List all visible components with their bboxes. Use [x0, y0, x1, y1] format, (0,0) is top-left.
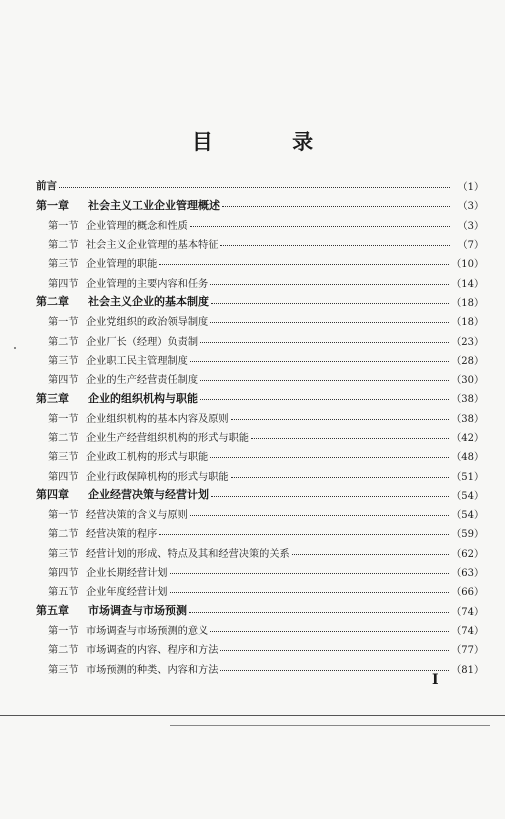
toc-entry-title: 企业职工民主管理制度	[86, 355, 188, 367]
toc-chapter-row[interactable]	[36, 195, 484, 214]
toc-entry-title: 企业经营决策与经营计划	[88, 488, 209, 502]
toc-leader-dots	[231, 477, 450, 478]
toc-entry-title: 企业管理的主要内容和任务	[86, 278, 209, 290]
toc-entry-page: （42）	[451, 433, 484, 444]
toc-section-row[interactable]	[36, 369, 484, 388]
toc-section-row[interactable]	[36, 620, 484, 639]
toc-section-row[interactable]	[36, 408, 484, 427]
toc-leader-dots	[189, 612, 449, 613]
toc-entry-page: （74）	[451, 625, 484, 637]
toc-entry-title: 市场预测的种类、内容和方法	[86, 664, 219, 676]
toc-entry-number: 第五章	[36, 604, 69, 618]
toc-entry-page: （23）	[451, 336, 484, 348]
toc-entry-number: 第一节	[48, 317, 79, 329]
toc-entry-number: 第二节	[48, 529, 79, 541]
toc-entry-title: 企业组织机构的基本内容及原则	[86, 413, 229, 425]
toc-leader-dots	[210, 631, 449, 632]
toc-section-row[interactable]	[36, 504, 484, 523]
toc-leader-dots	[170, 573, 450, 574]
toc-entry-title: 市场调查的内容、程序和方法	[86, 645, 219, 657]
toc-entry-page: （1）	[457, 182, 484, 194]
toc-entry-number: 前言	[36, 180, 57, 193]
toc-entry-number: 第一节	[48, 220, 79, 232]
toc-entry-number: 第一节	[48, 510, 79, 522]
toc-entry-number: 第三章	[36, 391, 69, 405]
toc-entry-number: 第二节	[48, 336, 79, 348]
toc-entry-title: 企业管理的职能	[86, 259, 158, 271]
toc-preface-row[interactable]	[36, 176, 484, 195]
toc-section-row[interactable]	[36, 427, 484, 446]
toc-section-row[interactable]	[36, 543, 484, 562]
toc-section-row[interactable]	[36, 639, 484, 658]
toc-entry-title: 企业政工机构的形式与职能	[86, 452, 209, 464]
toc-entry-title: 企业党组织的政治领导制度	[86, 317, 209, 329]
toc-entry-number: 第一节	[48, 625, 79, 637]
toc-entry-number: 第三节	[48, 548, 79, 560]
toc-entry-title: 企业厂长（经理）负责制	[86, 336, 199, 348]
toc-leader-dots	[220, 670, 449, 671]
toc-leader-dots	[200, 399, 449, 400]
toc-entry-number: 第三节	[48, 452, 79, 464]
toc-leader-dots	[220, 245, 450, 246]
toc-entry-title: 企业年度经营计划	[86, 587, 168, 599]
toc-entry-page: （63）	[451, 568, 484, 580]
toc-entry-page: （14）	[451, 278, 484, 290]
toc-entry-number: 第二节	[48, 645, 79, 657]
toc-entry-page: （59）	[451, 529, 484, 541]
toc-entry-number: 第三节	[48, 355, 79, 367]
scan-speck	[14, 347, 16, 349]
toc-entry-page: （77）	[451, 645, 484, 657]
toc-entry-number: 第二节	[48, 240, 79, 252]
toc-leader-dots	[251, 438, 449, 439]
toc-leader-dots	[222, 206, 450, 207]
toc-entry-page: （54）	[451, 510, 484, 522]
toc-leader-dots	[211, 303, 449, 304]
toc-entry-page: （18）	[451, 317, 484, 329]
toc-entry-page: （38）	[451, 394, 484, 406]
toc-entry-title: 企业行政保障机构的形式与职能	[86, 471, 229, 483]
toc-entry-title: 企业的生产经营责任制度	[86, 375, 199, 387]
toc-leader-dots	[200, 342, 449, 343]
toc-entry-title: 经营决策的含义与原则	[86, 510, 188, 522]
toc-entry-title: 企业生产经营组织机构的形式与职能	[86, 433, 249, 444]
toc-chapter-row[interactable]	[36, 485, 484, 504]
toc-entry-number: 第四节	[48, 471, 79, 483]
toc-entry-number: 第四节	[48, 375, 79, 387]
page-number: I	[432, 672, 439, 688]
toc-entry-title: 市场调查与市场预测的意义	[86, 625, 209, 637]
toc-entry-title: 社会主义企业管理的基本特征	[86, 240, 219, 252]
toc-entry-number: 第一章	[36, 198, 69, 212]
toc-chapter-row[interactable]	[36, 388, 484, 407]
toc-leader-dots	[231, 419, 450, 420]
toc-section-row[interactable]	[36, 658, 484, 677]
toc-entry-number: 第三节	[48, 259, 79, 271]
toc-entry-title: 企业长期经营计划	[86, 568, 168, 580]
toc-entry-title: 企业的组织机构与职能	[88, 391, 198, 405]
toc-section-row[interactable]	[36, 215, 484, 234]
toc-chapter-row[interactable]	[36, 292, 484, 311]
toc-entry-page: （51）	[451, 471, 484, 483]
toc-entry-page: （10）	[451, 259, 484, 271]
toc-section-row[interactable]	[36, 350, 484, 369]
toc-entry-title: 企业管理的概念和性质	[86, 220, 188, 232]
toc-leader-dots	[292, 554, 450, 555]
toc-entry-page: （54）	[451, 490, 484, 502]
toc-section-row[interactable]	[36, 581, 484, 600]
toc-entry-number: 第二章	[36, 295, 69, 309]
toc-entry-title: 市场调查与市场预测	[88, 604, 187, 618]
toc-leader-dots	[210, 284, 449, 285]
toc-entry-page: （48）	[451, 452, 484, 464]
toc-leader-dots	[59, 187, 450, 188]
toc-entry-number: 第四章	[36, 488, 69, 502]
toc-entry-page: （81）	[451, 664, 484, 676]
toc-chapter-row[interactable]	[36, 601, 484, 620]
toc-entry-number: 第四节	[48, 278, 79, 290]
bottom-rule	[0, 715, 505, 716]
toc-leader-dots	[211, 496, 449, 497]
toc-entry-number: 第三节	[48, 664, 79, 676]
toc-entry-title: 社会主义企业的基本制度	[88, 295, 209, 309]
toc-leader-dots	[210, 457, 449, 458]
toc-leader-dots	[200, 380, 449, 381]
toc-leader-dots	[220, 650, 449, 651]
toc-leader-dots	[210, 322, 449, 323]
toc-leader-dots	[170, 592, 450, 593]
toc-section-row[interactable]	[36, 465, 484, 484]
toc-entry-page: （66）	[451, 587, 484, 599]
toc-section-row[interactable]	[36, 234, 484, 253]
toc-leader-dots	[190, 515, 449, 516]
toc-entry-page: （74）	[451, 606, 484, 618]
toc-entry-number: 第一节	[48, 413, 79, 425]
toc-section-row[interactable]	[36, 562, 484, 581]
toc-leader-dots	[190, 361, 449, 362]
toc-entry-page: （62）	[451, 548, 484, 560]
toc-entry-title: 经营决策的程序	[86, 529, 158, 541]
table-of-contents	[36, 176, 484, 678]
toc-entry-page: （28）	[451, 355, 484, 367]
toc-entry-page: （38）	[451, 413, 484, 425]
toc-section-row[interactable]	[36, 253, 484, 272]
toc-entry-page: （30）	[451, 375, 484, 387]
toc-entry-number: 第五节	[48, 587, 79, 599]
toc-section-row[interactable]	[36, 311, 484, 330]
toc-entry-title: 经营计划的形成、特点及其和经营决策的关系	[86, 548, 290, 560]
page-title: 目 录	[191, 130, 350, 154]
bottom-rule-secondary	[170, 725, 490, 726]
toc-section-row[interactable]	[36, 330, 484, 349]
toc-entry-number: 第四节	[48, 568, 79, 580]
toc-entry-page: （7）	[457, 240, 484, 252]
toc-leader-dots	[159, 534, 449, 535]
toc-section-row[interactable]	[36, 446, 484, 465]
toc-section-row[interactable]	[36, 523, 484, 542]
toc-entry-page: （3）	[457, 220, 484, 232]
toc-entry-number: 第二节	[48, 433, 79, 444]
toc-leader-dots	[159, 264, 449, 265]
toc-entry-page: （18）	[451, 297, 484, 309]
toc-entry-title: 社会主义工业企业管理概述	[88, 198, 220, 212]
toc-section-row[interactable]	[36, 272, 484, 291]
toc-leader-dots	[190, 226, 450, 227]
toc-entry-page: （3）	[457, 201, 484, 213]
